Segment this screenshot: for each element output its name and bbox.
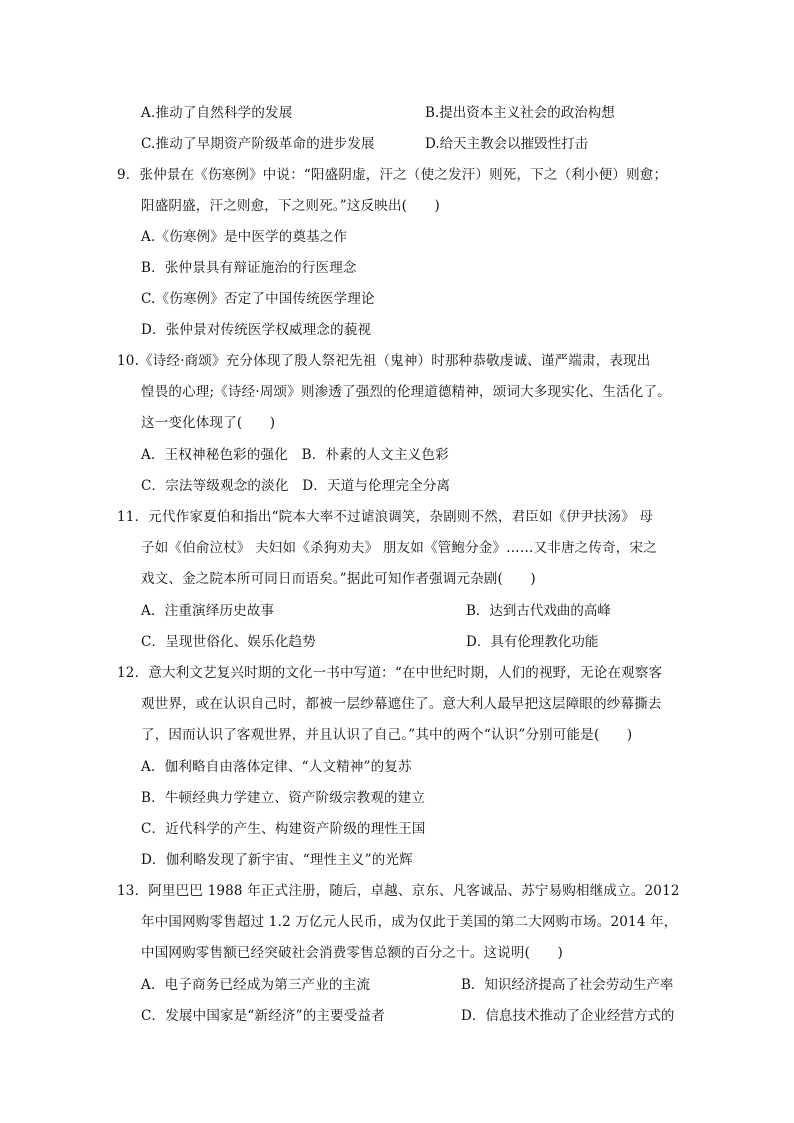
- q13-option-d: D．信息技术推动了企业经营方式的: [461, 1008, 675, 1024]
- q11-stem-line-3: 戏文、金之院本所可同日而语矣。”据此可知作者强调元杂剧( ): [141, 571, 536, 587]
- q13-stem-line-2: 年中国网购零售超过 1.2 万亿元人民币，成为仅此于美国的第二大网购市场。2014 年，: [141, 914, 678, 930]
- q9-stem-line-1: 9．张仲景在《伤寒例》中说：“阳盛阴虚，汗之（使之发汗）则死，下之（利小便）则愈；: [117, 167, 668, 183]
- q9-option-a: A.《伤寒例》是中医学的奠基之作: [141, 229, 348, 245]
- q9-option-d: D．张仲景对传统医学权威理念的藐视: [141, 322, 372, 338]
- q12-option-c: C．近代科学的产生、构建资产阶级的理性王国: [141, 821, 426, 837]
- q8-option-d: D.给天主教会以摧毁性打击: [425, 136, 589, 152]
- q10-stem-line-3: 这一变化体现了( ): [141, 415, 276, 431]
- q12-stem-line-2: 观世界，或在认识自己时，都被一层纱幕遮住了。意大利人最早把这层障眼的纱幕撕去: [141, 696, 662, 712]
- q10-options-ab: A．王权神秘色彩的强化 B．朴素的人文主义色彩: [141, 447, 449, 463]
- q13-option-b: B．知识经济提高了社会劳动生产率: [461, 977, 674, 993]
- q11-stem-line-1: 11．元代作家夏伯和指出“院本大率不过谑浪调笑，杂剧则不然，君臣如《伊尹扶汤》 母: [117, 509, 654, 525]
- q12-stem-line-1: 12．意大利文艺复兴时期的文化一书中写道：“在中世纪时期，人们的视野，无论在观察客: [117, 665, 663, 681]
- q12-option-a: A．伽利略自由落体定律、“人文精神”的复苏: [141, 759, 412, 775]
- q13-stem-line-1: 13．阿里巴巴 1988 年正式注册，随后，卓越、京东、凡客诚品、苏宁易购相继成立。2012: [117, 883, 680, 899]
- q8-option-a: A.推动了自然科学的发展: [141, 105, 293, 121]
- q12-option-d: D．伽利略发现了新宇宙、“理性主义”的光辉: [141, 852, 413, 868]
- q12-option-b: B．牛顿经典力学建立、资产阶级宗教观的建立: [141, 790, 426, 806]
- q12-stem-line-3: 了，因而认识了客观世界，并且认识了自己。”其中的两个“认识”分别可能是( ): [141, 727, 633, 743]
- q9-option-c: C.《伤寒例》否定了中国传统医学理论: [141, 291, 375, 307]
- q13-option-c: C．发展中国家是“新经济”的主要受益者: [141, 1008, 385, 1024]
- q11-option-d: D．具有伦理教化功能: [466, 634, 599, 650]
- q11-option-c: C．呈现世俗化、娱乐化趋势: [141, 634, 316, 650]
- q10-stem-line-2: 惶畏的心理;《诗经·周颂》则渗透了强烈的伦理道德精神，颂词大多现实化、生活化了。: [141, 384, 671, 400]
- q8-option-c: C.推动了早期资产阶级革命的进步发展: [141, 136, 375, 152]
- q10-options-cd: C．宗法等级观念的淡化 D．天道与伦理完全分离: [141, 478, 451, 494]
- q11-option-b: B．达到古代戏曲的高峰: [466, 603, 611, 619]
- q11-stem-line-2: 子如《伯俞泣杖》 夫妇如《杀狗劝夫》 朋友如《管鲍分金》……又非唐之传奇，宋之: [141, 540, 657, 556]
- q9-option-b: B．张仲景具有辩证施治的行医理念: [141, 260, 357, 276]
- q13-option-a: A．电子商务已经成为第三产业的主流: [141, 977, 371, 993]
- q10-stem-line-1: 10.《诗经·商颂》充分体现了殷人祭祀先祖（鬼神）时那种恭敬虔诚、谨严端肃，表现出: [117, 353, 651, 369]
- q8-option-b: B.提出资本主义社会的政治构想: [425, 105, 615, 121]
- q9-stem-line-2: 阳盛阴盛，汗之则愈，下之则死。”这反映出( ): [141, 198, 440, 214]
- q11-option-a: A．注重演绎历史故事: [141, 603, 275, 619]
- q13-stem-line-3: 中国网购零售额已经突破社会消费零售总额的百分之十。这说明( ): [141, 945, 563, 961]
